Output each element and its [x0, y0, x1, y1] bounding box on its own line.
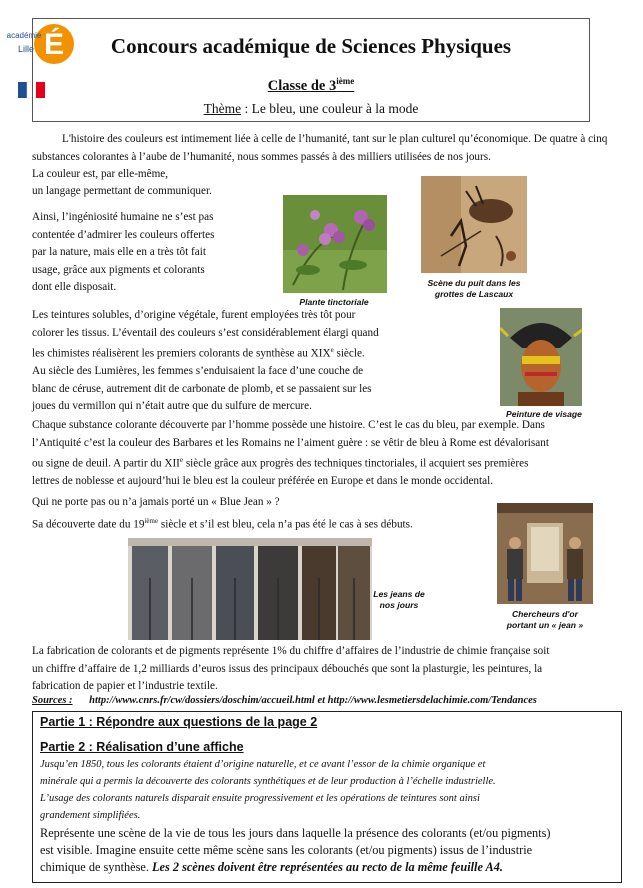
- jeans-image: [128, 538, 372, 640]
- page-title: Concours académique de Sciences Physiques: [110, 34, 512, 58]
- class-superscript: ième: [336, 76, 355, 86]
- intro-line-a: La couleur est, par elle-même,: [32, 168, 169, 180]
- fabrication-line: fabrication de papier et l’industrie textile.: [32, 680, 218, 692]
- intro-line-b: un langage permettant de communiquer.: [32, 185, 212, 197]
- substance-line: l’Antiquité c’est la couleur des Barbares et les Romains ne l’aiment guère : se vêtir de bleu à Rome est dévalorisant: [32, 436, 549, 449]
- instructions-final-3a: chimique de synthèse.: [40, 860, 153, 874]
- caption-chercheurs-line-2: portant un « jean »: [506, 620, 584, 630]
- caption-lascaux-line-2: grottes de Lascaux: [434, 289, 514, 299]
- ingeniosite-line: usage, grâce aux pigments et colorants: [32, 263, 205, 276]
- svg-text:É: É: [43, 28, 65, 61]
- peinture-visage-image: [500, 308, 582, 406]
- instructions-italic-line: grandement simplifiées.: [40, 810, 141, 821]
- ingeniosite-line: par la nature, mais elle en a très tôt fait: [32, 246, 206, 258]
- jean-sup: ième: [144, 516, 159, 525]
- teintures-paragraph: [32, 307, 502, 416]
- caption-chercheurs: [492, 609, 598, 631]
- theme-line: [32, 101, 590, 117]
- instructions-final-line: Représente une scène de la vie de tous les jours dans laquelle la présence des colorants (et/ou pigments): [40, 826, 551, 840]
- logo-academie-text: académie: [6, 31, 42, 40]
- intro-paragraph: L'histoire des couleurs est intimement liée à celle de l’humanité, tant sur le plan culturel qu’économique. De quatre à cinq substances colorantes à l’aube de l’humanité, nous sommes passés à des milliers utilisées de nos jours.: [32, 133, 608, 163]
- teintures-line: Les teintures solubles, d’origine végétale, furent employées très tôt pour: [32, 309, 356, 321]
- teintures-line: blanc de céruse, autrement dit de carbonate de plomb, et se passaient sur les: [32, 382, 372, 395]
- jean-line-2b: siècle et s’il est bleu, cela n’a pas été le cas à ses débuts.: [158, 518, 413, 531]
- logo-lille-text: Lille: [17, 44, 35, 54]
- instructions-final-line: est visible. Imagine ensuite cette même scène sans les colorants (et/ou pigments) issus de l’industrie: [40, 843, 533, 857]
- jean-question: Qui ne porte pas ou n’a jamais porté un « Blue Jean » ?: [32, 496, 280, 508]
- instructions-final-line-3: [40, 859, 615, 876]
- ingeniosite-paragraph: [32, 209, 214, 297]
- jean-line-2a: Sa découverte date du 19: [32, 518, 145, 531]
- fabrication-line: La fabrication de colorants et de pigments représente 1% du chiffre d’affaires de l’industrie de chimie française soit: [32, 645, 550, 657]
- sources-line: [32, 695, 632, 706]
- instructions-italic-line: minérale qui a permis la découverte des colorants synthétiques et de leur production à l’échelle industrielle.: [40, 776, 496, 787]
- sources-links[interactable]: http://www.cnrs.fr/cw/dossiers/doschim/accueil.html et http://www.lesmetiersdelachimie.com/Tendances: [89, 695, 537, 706]
- instructions-content: [40, 715, 615, 876]
- instructions-final-3b: Les 2 scènes doivent être représentées au recto de la même feuille A4.: [152, 860, 503, 874]
- caption-peinture: Peinture de visage: [506, 409, 582, 419]
- teintures-sup: e: [330, 346, 334, 354]
- caption-jeans-line-1: Les jeans de: [373, 589, 425, 599]
- substance-line: Chaque substance colorante découverte par l’homme possède une histoire. C’est le cas du bleu, par exemple. Dans: [32, 419, 545, 431]
- teintures-line: joues du vermillon qui n’était autre que du sulfure de mercure.: [32, 400, 312, 413]
- ingeniosite-line: Ainsi, l’ingéniosité humaine ne s’est pas: [32, 211, 214, 223]
- teintures-line-xix: [32, 342, 502, 363]
- partie-1-title: Partie 1 : Répondre aux questions de la page 2: [40, 715, 318, 729]
- ingeniosite-line: contentée d’admirer les couleurs offertes: [32, 228, 215, 241]
- teintures-line-xix-text: les chimistes réalisèrent les premiers colorants de synthèse au XIX: [32, 347, 331, 360]
- sources-label: Sources :: [32, 695, 73, 706]
- plante-tinctoriale-image: [283, 195, 387, 293]
- substance-line-xii: [32, 452, 622, 473]
- substance-sup: e: [179, 456, 184, 464]
- partie-2-title: Partie 2 : Réalisation d’une affiche: [40, 740, 244, 754]
- teintures-line: colorer les tissus. L’éventail des couleurs s’est considérablement élargi quand: [32, 326, 379, 339]
- teintures-siecle: siècle.: [333, 347, 365, 360]
- substance-line: lettres de noblesse et aujourd’hui le bleu est la couleur préférée en Europe et dans le monde occidental.: [32, 475, 493, 488]
- ingeniosite-line: dont elle disposait.: [32, 281, 117, 293]
- lascaux-image: [421, 176, 527, 273]
- caption-lascaux: [412, 278, 536, 300]
- chercheurs-image: [497, 503, 593, 604]
- substance-line3b: siècle grâce aux progrès des techniques tinctoriales, il acquiert ses premières: [183, 457, 529, 470]
- instructions-final: [40, 825, 615, 876]
- instructions-italic: [40, 756, 615, 824]
- fabrication-line: un chiffre d’affaire de 1,2 milliards d’euros issus des principaux débouchés que sont la plasturgie, les peintures, la: [32, 662, 543, 675]
- caption-plante: Plante tinctoriale: [299, 297, 369, 307]
- caption-jeans: [366, 589, 432, 611]
- caption-chercheurs-line-1: Chercheurs d'or: [511, 609, 579, 619]
- theme-label: Thème: [203, 101, 242, 116]
- instructions-italic-line: Jusqu’en 1850, tous les colorants étaient d’origine naturelle, et ce avant l’essor de la chimie organique et: [40, 759, 486, 770]
- caption-jeans-line-2: nos jours: [379, 600, 419, 610]
- substance-paragraph: [32, 417, 622, 491]
- class-prefix: Classe de 3: [267, 77, 337, 94]
- jean-paragraph: [32, 494, 472, 534]
- fabrication-paragraph: [32, 643, 622, 696]
- instructions-italic-line: L’usage des colorants naturels disparait ensuite progressivement et les opérations de teintures sont ainsi: [40, 793, 480, 804]
- substance-line3a: ou signe de deuil. A partir du XII: [32, 457, 180, 470]
- caption-lascaux-line-1: Scène du puit dans les: [427, 278, 521, 288]
- teintures-line: Au siècle des Lumières, les femmes s’enduisaient la face d’une couche de: [32, 365, 364, 378]
- class-line: [32, 76, 590, 95]
- jean-line-2: [32, 513, 472, 534]
- theme-text: : Le bleu, une couleur à la mode: [241, 101, 419, 116]
